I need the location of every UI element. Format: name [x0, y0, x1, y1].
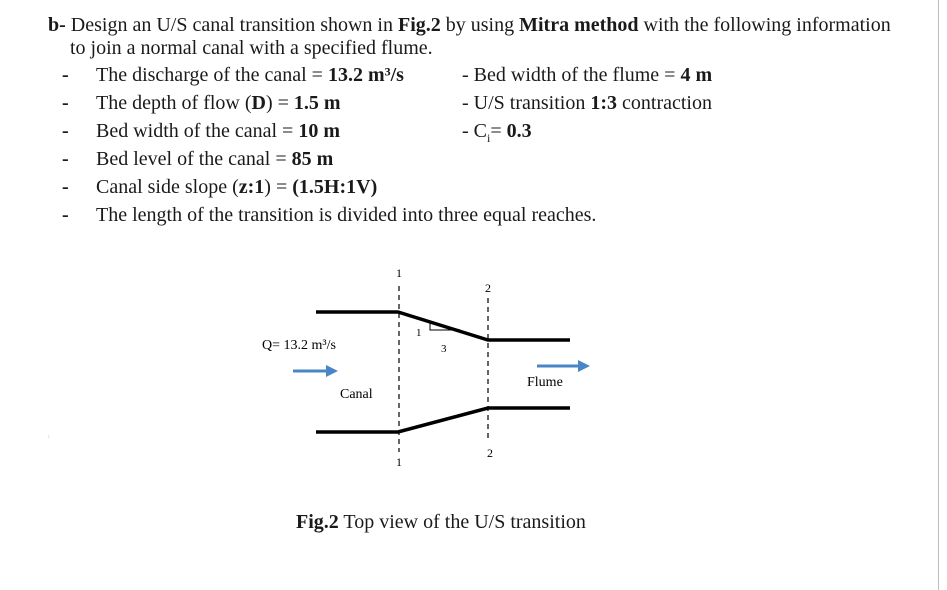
side-value: 4 m — [680, 64, 713, 86]
side-subscript: i — [487, 131, 491, 145]
section-2-top-label: 2 — [485, 281, 491, 295]
side-text: - Bed width of the flume = — [462, 64, 681, 86]
bullet-value: (1.5H:1V) — [292, 176, 378, 198]
upper-wall-line — [316, 312, 570, 340]
intro-line-2: to join a normal canal with a specified flume. — [70, 37, 433, 59]
slope-triangle — [430, 322, 460, 330]
canal-label: Canal — [340, 387, 373, 402]
bullet-value: 13.2 m³/s — [327, 64, 404, 86]
side-text: - U/S transition — [462, 92, 591, 114]
side-text: contraction — [617, 92, 712, 114]
bullet-text: The depth of flow ( — [96, 92, 252, 114]
section-2-bottom-label: 2 — [487, 446, 493, 460]
bullet-dash: - — [62, 176, 69, 198]
intro-text-b: by using — [440, 14, 520, 36]
bullet-dash: - — [62, 204, 69, 226]
method-name: Mitra method — [519, 14, 639, 36]
caption-text: Top view of the U/S transition — [338, 511, 586, 533]
section-1-top-label: 1 — [396, 266, 402, 280]
inflow-arrow — [293, 365, 338, 377]
bullet-value: 1.5 m — [293, 92, 341, 114]
figure-caption — [296, 510, 586, 534]
bullet-text: The discharge of the canal = — [96, 64, 328, 86]
flume-label: Flume — [527, 375, 563, 390]
bullet-dash: - — [62, 92, 69, 114]
bullet-symbol: D — [251, 92, 266, 114]
slope-run-label: 3 — [441, 343, 447, 355]
bullet-text: The length of the transition is divided into three equal reaches. — [96, 204, 597, 226]
bullet-dash: - — [62, 120, 69, 142]
bullet-text: Canal side slope ( — [96, 176, 239, 198]
bullet-text: Bed width of the canal = — [96, 120, 299, 142]
bullet-text: ) = — [265, 92, 294, 114]
side-text: = — [490, 120, 507, 142]
bullet-text: Bed level of the canal = — [96, 148, 292, 170]
slope-rise-label: 1 — [416, 327, 422, 339]
fig-reference: Fig.2 — [397, 14, 441, 36]
bullet-dash: - — [62, 148, 69, 170]
caption-fig-ref: Fig.2 — [296, 511, 339, 533]
section-1-bottom-label: 1 — [396, 455, 402, 469]
bullet-symbol: z:1 — [238, 176, 265, 198]
bullet-value: 10 m — [298, 120, 341, 142]
intro-text-c: with the following information — [638, 14, 891, 36]
intro-text-a: Design an U/S canal transition shown in — [65, 14, 398, 36]
bullet-value: 85 m — [291, 148, 334, 170]
stray-mark: : — [48, 434, 50, 440]
lower-wall-line — [316, 408, 570, 432]
side-value: 1:3 — [590, 92, 618, 114]
outflow-arrow — [537, 360, 590, 372]
side-value: 0.3 — [506, 120, 532, 142]
side-text: - C — [462, 120, 487, 142]
bullet-dash: - — [62, 64, 69, 86]
question-label: b- — [48, 14, 66, 36]
bullet-text: ) = — [264, 176, 293, 198]
discharge-label: Q= 13.2 m³/s — [262, 338, 336, 353]
